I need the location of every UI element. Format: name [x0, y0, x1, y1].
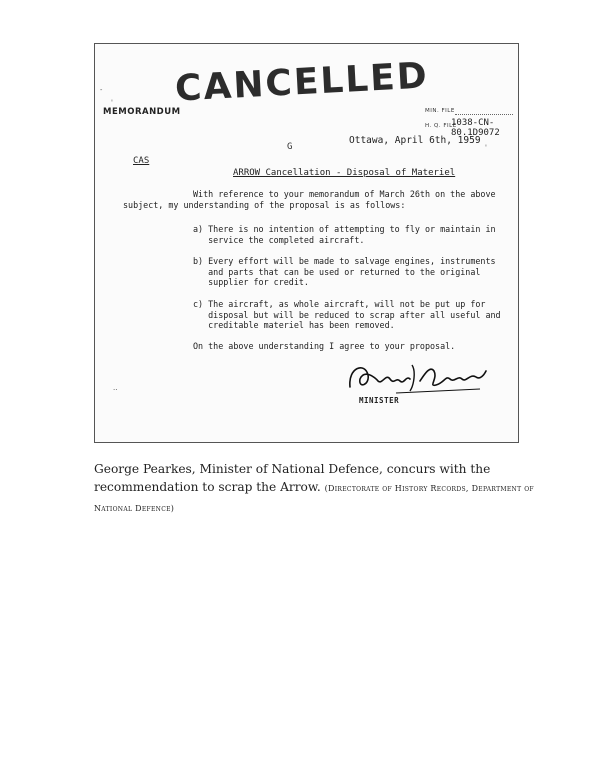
caption-text: George Pearkes, Minister of National Defence, concurs with the recommendation to scrap the Arrow.: [94, 462, 491, 494]
caption-credit: (Directorate of History Records, Department of National Defence): [94, 484, 534, 513]
memo-date: Ottawa, April 6th, 1959: [349, 135, 481, 146]
addressee: CAS: [133, 156, 150, 166]
subject-line: [233, 168, 455, 178]
signatory-title: MINISTER: [359, 396, 400, 405]
min-file-line: [455, 114, 513, 115]
closing-line: On the above understanding I agree to your proposal.: [193, 341, 456, 351]
item-a: a) There is no intention of attempting to fly or maintain in service the completed aircraft.: [193, 224, 496, 245]
hq-file-value: 1038-CN-80.1D9072: [451, 118, 500, 138]
min-file-label: MIN. FILE: [425, 108, 455, 114]
item-b: b) Every effort will be made to salvage engines, instruments and parts that can be used or returned to the original supplier for credit.: [193, 256, 496, 287]
memo-label: MEMORANDUM: [103, 107, 181, 117]
subject-title: ARROW Cancellation - Disposal of Materiel: [233, 168, 456, 178]
figure-caption: [94, 460, 564, 518]
hq-file-label: H. Q. FILE: [425, 123, 457, 129]
cancelled-stamp: CANCELLED: [174, 55, 430, 110]
margin-mark: -: [100, 86, 103, 94]
item-c: c) The aircraft, as whole aircraft, will not be put up for disposal but will be reduced to scrap after all useful and creditable materiel has been removed.: [193, 299, 501, 330]
margin-mark: ..: [113, 384, 118, 392]
intro-line-1: With reference to your memorandum of March 26th on the above: [193, 189, 496, 199]
intro-line-2: subject, my understanding of the proposal is as follows:: [123, 200, 406, 210]
g-mark: G: [287, 142, 293, 152]
margin-mark: ': [485, 144, 487, 152]
memo-document: [94, 43, 519, 443]
minister-signature: [340, 357, 490, 397]
margin-mark: ': [111, 99, 113, 107]
